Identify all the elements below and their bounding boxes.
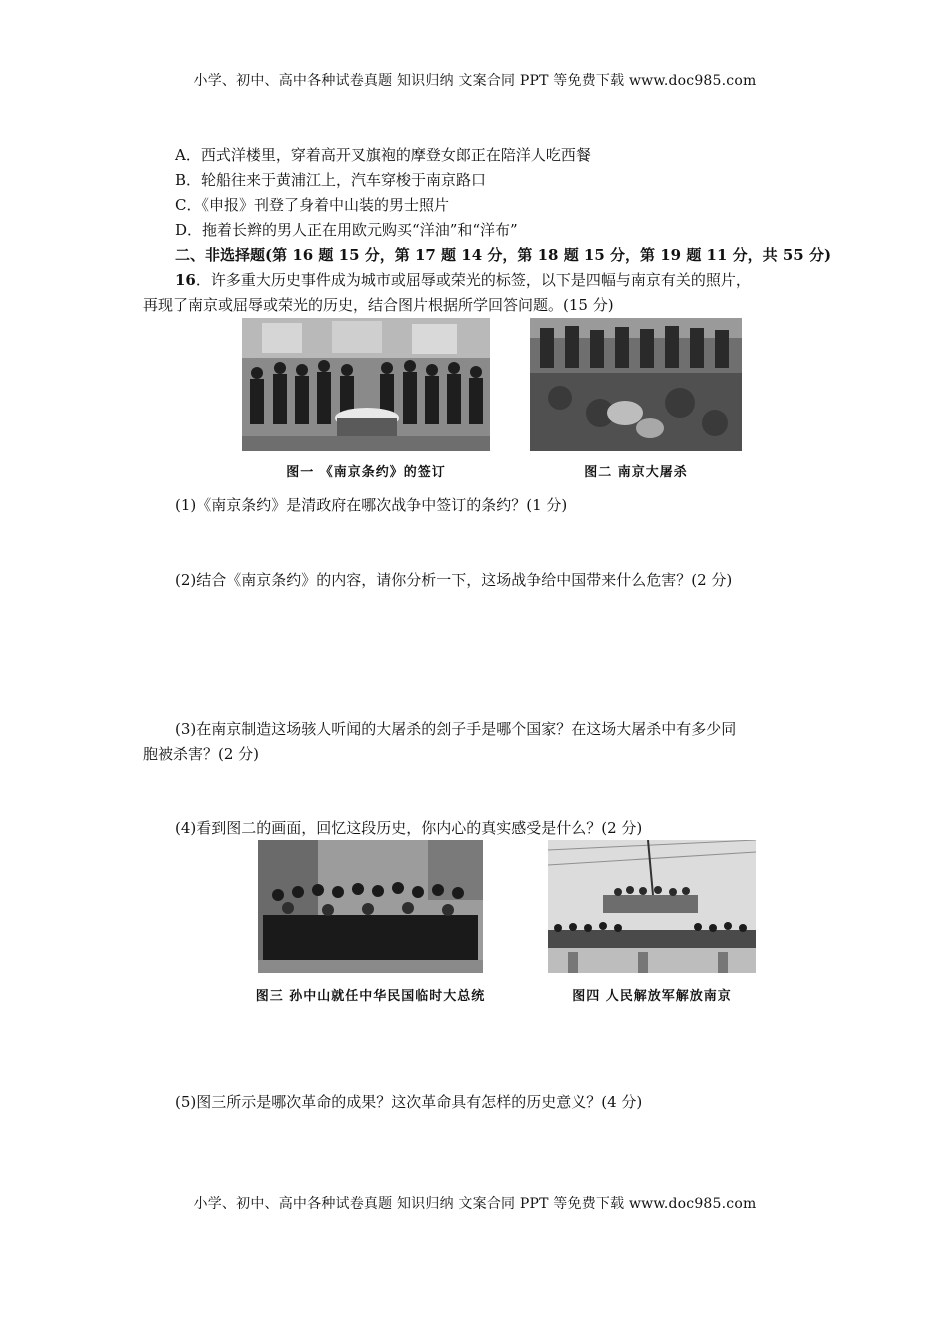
option-d: D．拖着长辫的男人正在用欧元购买“洋油”和“洋布” [175,221,518,239]
figure-2-caption: 图二 南京大屠杀 [584,465,688,480]
question-3-line2: 胞被杀害？(2 分) [143,745,260,763]
page-footer: 小学、初中、高中各种试卷真题 知识归纳 文案合同 PPT 等免费下载 www.doc985.com [193,1196,757,1212]
question-16-line1 [175,269,751,291]
figure-3-caption: 图三 孙中山就任中华民国临时大总统 [255,989,486,1004]
figure-2-photo [530,318,742,451]
question-16-line2: 再现了南京或屈辱或荣光的历史，结合图片根据所学回答问题。(15 分) [143,296,614,314]
figure-1-caption: 图一 《南京条约》的签订 [286,465,446,480]
question-2: (2)结合《南京条约》的内容，请你分析一下，这场战争给中国带来什么危害？(2 分) [175,571,733,589]
question-3-line1: (3)在南京制造这场骇人听闻的大屠杀的刽子手是哪个国家？在这场大屠杀中有多少同 [175,720,737,738]
figure-3-photo [258,840,483,973]
question-16-number: 16 [175,271,196,289]
section-2-title: 二、非选择题(第 16 题 15 分，第 17 题 14 分，第 18 题 15 分，第 19 题 11 分，共 55 分) [175,246,832,264]
question-16-text: ．许多重大历史事件成为城市或屈辱或荣光的标签，以下是四幅与南京有关的照片， [195,271,751,289]
question-1: (1)《南京条约》是清政府在哪次战争中签订的条约？(1 分) [175,496,568,514]
figure-4-caption: 图四 人民解放军解放南京 [572,989,732,1004]
question-5: (5)图三所示是哪次革命的成果？这次革命具有怎样的历史意义？(4 分) [175,1093,643,1111]
question-4: (4)看到图二的画面，回忆这段历史，你内心的真实感受是什么？(2 分) [175,819,643,837]
option-b: B．轮船往来于黄浦江上，汽车穿梭于南京路口 [175,171,487,189]
figure-4-photo [548,840,756,973]
option-a: A．西式洋楼里，穿着高开叉旗袍的摩登女郎正在陪洋人吃西餐 [175,146,591,164]
figure-1-photo [242,318,490,451]
option-c: C．《申报》刊登了身着中山装的男士照片 [175,196,449,214]
page-header: 小学、初中、高中各种试卷真题 知识归纳 文案合同 PPT 等免费下载 www.doc985.com [193,73,757,89]
